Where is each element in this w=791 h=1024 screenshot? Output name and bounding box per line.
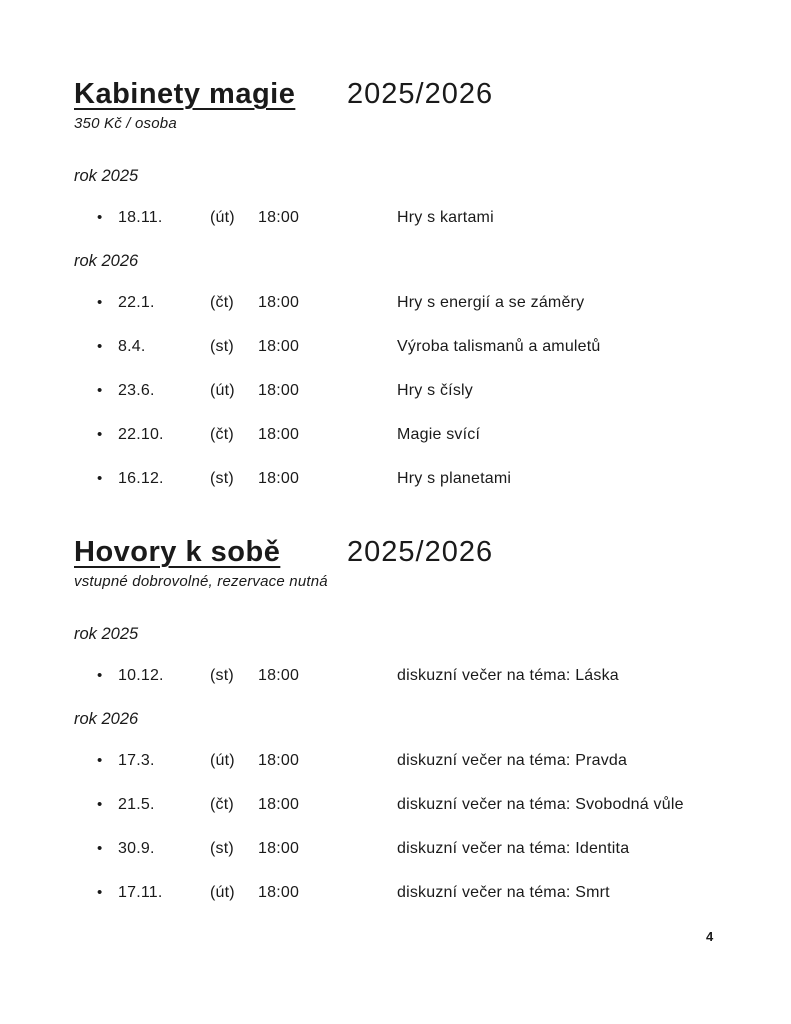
section-hovory-k-sobe [74, 536, 717, 903]
event-time: 18:00 [258, 294, 300, 311]
season-label: 2025/2026 [347, 536, 494, 568]
event-title: Hry s energií a se záměry [397, 294, 585, 311]
event-day: (út) [210, 209, 235, 226]
event-row [74, 336, 717, 357]
event-title: Hry s planetami [397, 470, 512, 487]
bullet-icon: • [97, 209, 103, 226]
bullet-icon: • [97, 752, 103, 769]
event-date: 18.11. [118, 209, 163, 226]
event-day: (čt) [210, 294, 234, 311]
event-date: 16.12. [118, 470, 164, 487]
year-label: rok 2025 [74, 167, 139, 185]
event-row [74, 292, 717, 313]
event-title: diskuzní večer na téma: Identita [397, 840, 630, 857]
event-date: 10.12. [118, 667, 164, 684]
event-day: (út) [210, 752, 235, 769]
event-day: (út) [210, 382, 235, 399]
event-title: Hry s kartami [397, 209, 494, 226]
event-row [74, 468, 717, 489]
event-day: (st) [210, 667, 234, 684]
bullet-icon: • [97, 470, 103, 487]
event-day: (čt) [210, 426, 234, 443]
event-time: 18:00 [258, 796, 300, 813]
event-title: Magie svící [397, 426, 481, 443]
event-row [74, 794, 717, 815]
event-date: 22.1. [118, 294, 155, 311]
season-label: 2025/2026 [347, 78, 494, 110]
bullet-icon: • [97, 294, 103, 311]
event-title: diskuzní večer na téma: Svobodná vůle [397, 796, 684, 813]
event-day: (st) [210, 338, 234, 355]
event-time: 18:00 [258, 426, 300, 443]
event-time: 18:00 [258, 752, 300, 769]
page-number: 4 [706, 929, 714, 944]
event-title: diskuzní večer na téma: Láska [397, 667, 619, 684]
bullet-icon: • [97, 884, 103, 901]
bullet-icon: • [97, 426, 103, 443]
event-date: 17.11. [118, 884, 163, 901]
section-subtitle: vstupné dobrovolné, rezervace nutná [74, 573, 328, 590]
event-time: 18:00 [258, 382, 300, 399]
event-day: (út) [210, 884, 235, 901]
bullet-icon: • [97, 382, 103, 399]
event-date: 30.9. [118, 840, 155, 857]
event-day: (st) [210, 470, 234, 487]
event-time: 18:00 [258, 338, 300, 355]
event-row [74, 665, 717, 686]
event-title: Hry s čísly [397, 382, 473, 399]
event-row [74, 207, 717, 228]
event-title: diskuzní večer na téma: Smrt [397, 884, 610, 901]
year-label: rok 2025 [74, 625, 139, 643]
event-day: (čt) [210, 796, 234, 813]
event-date: 8.4. [118, 338, 146, 355]
section-subtitle: 350 Kč / osoba [74, 115, 177, 132]
event-row [74, 424, 717, 445]
year-label: rok 2026 [74, 710, 139, 728]
event-date: 17.3. [118, 752, 155, 769]
bullet-icon: • [97, 796, 103, 813]
event-day: (st) [210, 840, 234, 857]
year-label: rok 2026 [74, 252, 139, 270]
event-date: 21.5. [118, 796, 155, 813]
bullet-icon: • [97, 338, 103, 355]
section-title: Hovory k sobě [74, 536, 281, 568]
section-kabinety-magie [74, 78, 717, 489]
event-time: 18:00 [258, 470, 300, 487]
section-title: Kabinety magie [74, 78, 296, 110]
event-time: 18:00 [258, 884, 300, 901]
section-header [74, 536, 717, 568]
event-time: 18:00 [258, 840, 300, 857]
event-row [74, 838, 717, 859]
event-row [74, 380, 717, 401]
event-row [74, 750, 717, 771]
bullet-icon: • [97, 840, 103, 857]
event-title: diskuzní večer na téma: Pravda [397, 752, 628, 769]
event-date: 23.6. [118, 382, 155, 399]
bullet-icon: • [97, 667, 103, 684]
event-title: Výroba talismanů a amuletů [397, 338, 601, 355]
event-time: 18:00 [258, 209, 300, 226]
event-row [74, 882, 717, 903]
section-header [74, 78, 717, 110]
event-time: 18:00 [258, 667, 300, 684]
event-date: 22.10. [118, 426, 164, 443]
